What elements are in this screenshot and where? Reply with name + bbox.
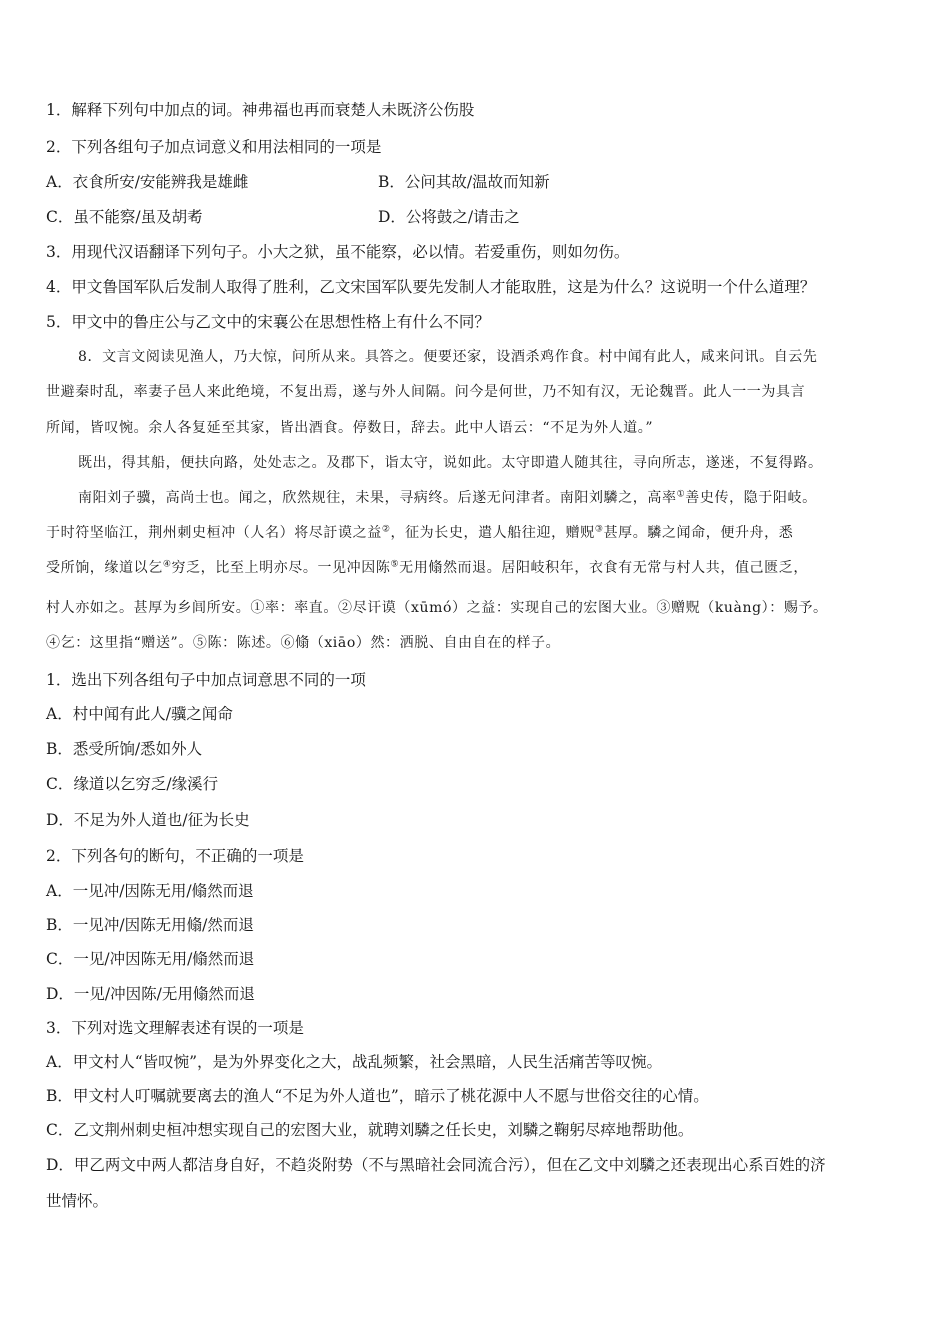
footnote-mark-3: ③ xyxy=(594,524,604,535)
passage-line-6: 于时符坚临江，荆州刺史桓冲（人名）将尽訏谟之益②，征为长史，遣人船往迎，赠贶③甚厚。驎之闻命，便升舟，悉 xyxy=(46,524,794,541)
passage-line-4: 既出，得其船，便扶向路，处处志之。及郡下，诣太守，说如此。太守即遣人随其往，寻向所志，遂迷，不复得路。 xyxy=(78,455,823,471)
sub-question-1-option-b: B．悉受所饷/悉如外人 xyxy=(46,740,203,758)
option-c: C．虽不能察/虽及胡耇 xyxy=(46,208,203,226)
passage-line-8: 村人亦如之。甚厚为乡闾所安。①率：率直。②尽讦谟（xūmó）之益：实现自己的宏图大业。③赠贶（kuàng）：赐予。 xyxy=(46,600,828,616)
sub-question-1: 1．选出下列各组句子中加点词意思不同的一项 xyxy=(46,671,366,689)
sub-question-1-option-d: D．不足为外人道也/征为长史 xyxy=(46,811,250,829)
option-b: B．公问其故/温故而知新 xyxy=(378,173,550,191)
sub-question-3-option-d: D．甲乙两文中两人都洁身自好，不趋炎附势（不与黑暗社会同流合污），但在乙文中刘驎之还表现出心系百姓的济 xyxy=(46,1156,826,1174)
sub-question-3-option-a: A．甲文村人“皆叹惋”，是为外界变化之大，战乱频繁，社会黑暗，人民生活痛苦等叹惋。 xyxy=(46,1053,663,1071)
footnote-mark-1: ① xyxy=(676,489,686,500)
question-5: 5．甲文中的鲁庄公与乙文中的宋襄公在思想性格上有什么不同？ xyxy=(46,313,490,331)
question-3: 3．用现代汉语翻译下列句子。小大之狱，虽不能察，必以情。若爱重伤，则如勿伤。 xyxy=(46,243,630,261)
passage-line-1: 8．文言文阅读见渔人，乃大惊，问所从来。具答之。便要还家，设酒杀鸡作食。村中闻有此人，咸来问讯。自云先 xyxy=(78,349,818,365)
sub-question-3: 3．下列对选文理解表述有误的一项是 xyxy=(46,1019,304,1037)
sub-question-1-option-c: C．缘道以乞穷乏/缘溪行 xyxy=(46,775,219,793)
passage-line-3: 所闻，皆叹惋。余人各复延至其家，皆出酒食。停数日，辞去。此中人语云：“不足为外人道。” xyxy=(46,420,654,436)
sub-question-2-option-b: B．一见冲/因陈无用翛/然而退 xyxy=(46,916,254,934)
sub-question-3-option-d-cont: 世情怀。 xyxy=(46,1192,109,1210)
passage-line-5: 南阳刘子骥，高尚士也。闻之，欣然规往，未果，寻病终。后遂无问津者。南阳刘驎之，高率①善史传，隐于阳岐。 xyxy=(78,489,817,506)
footnote-mark-5: ⑤ xyxy=(390,559,400,570)
sub-question-3-option-c: C．乙文荆州刺史桓冲想实现自己的宏图大业，就聘刘驎之任长史，刘驎之鞠躬尽瘁地帮助他。 xyxy=(46,1121,694,1139)
footnotes-line: ④乞：这里指“赠送”。⑤陈：陈述。⑥翛（xiāo）然：洒脱、自由自在的样子。 xyxy=(46,635,561,651)
question-4: 4．甲文鲁国军队后发制人取得了胜利，乙文宋国军队要先发制人才能取胜，这是为什么？这说明一个什么道理？ xyxy=(46,278,816,296)
sub-question-2: 2．下列各句的断句，不正确的一项是 xyxy=(46,847,304,865)
passage-line-7: 受所饷，缘道以乞④穷乏，比至上明亦尽。一见冲因陈⑤无用翛然而退。居阳岐积年，衣食有无常与村人共，值己匮乏， xyxy=(46,559,808,576)
footnote-mark-4: ④ xyxy=(162,559,172,570)
footnote-mark-2: ② xyxy=(381,524,391,535)
sub-question-2-option-a: A．一见冲/因陈无用/翛然而退 xyxy=(46,882,254,900)
option-a: A．衣食所安/安能辨我是雄雌 xyxy=(46,173,249,191)
sub-question-2-option-c: C．一见/冲因陈无用/翛然而退 xyxy=(46,950,255,968)
question-1: 1．解释下列句中加点的词。神弗福也再而衰楚人未既济公伤股 xyxy=(46,101,475,119)
sub-question-1-option-a: A．村中闻有此人/骥之闻命 xyxy=(46,705,233,723)
sub-question-3-option-b: B．甲文村人叮嘱就要离去的渔人“不足为外人道也”，暗示了桃花源中人不愿与世俗交往的心情。 xyxy=(46,1087,709,1105)
passage-line-2: 世避秦时乱，率妻子邑人来此绝境，不复出焉，遂与外人间隔。问今是何世，乃不知有汉，无论魏晋。此人一一为具言 xyxy=(46,384,806,400)
option-d: D．公将鼓之/请击之 xyxy=(378,208,520,226)
sub-question-2-option-d: D．一见/冲因陈/无用翛然而退 xyxy=(46,985,255,1003)
question-2: 2．下列各组句子加点词意义和用法相同的一项是 xyxy=(46,138,382,156)
